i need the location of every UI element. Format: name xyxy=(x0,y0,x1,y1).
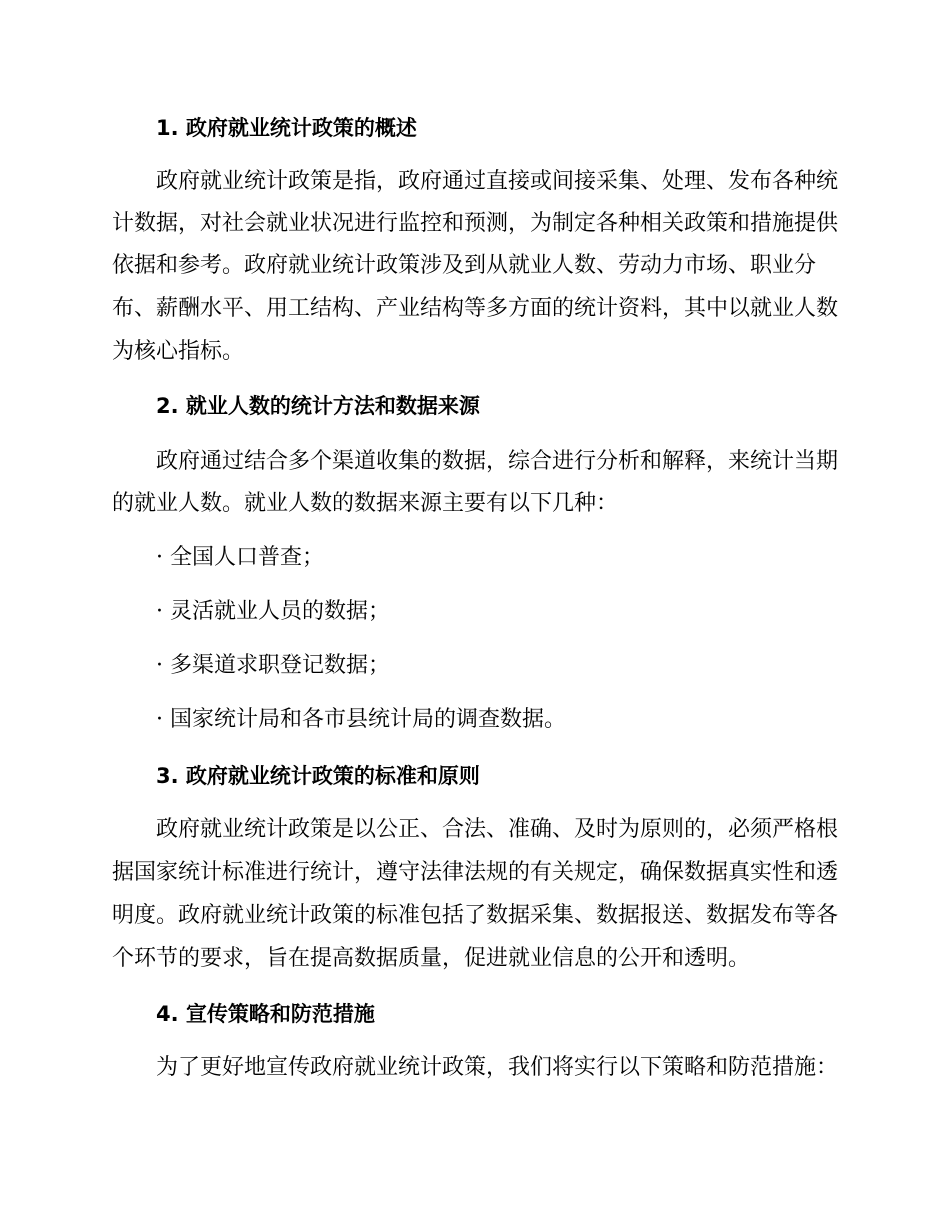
list-item: · 灵活就业人员的数据； xyxy=(156,599,390,624)
list-item: · 多渠道求职登记数据； xyxy=(156,653,390,678)
section-1-paragraph-line-5: 为核心指标。 xyxy=(112,339,245,364)
section-1-paragraph-line-4: 布、薪酬水平、用工结构、产业结构等多方面的统计资料，其中以就业人数 xyxy=(112,296,839,321)
section-3-paragraph-line-1: 政府就业统计政策是以公正、合法、准确、及时为原则的，必须严格根 xyxy=(156,817,839,842)
section-2-paragraph-line-1: 政府通过结合多个渠道收集的数据，综合进行分析和解释，来统计当期 xyxy=(156,449,839,474)
section-3-paragraph-line-3: 明度。政府就业统计政策的标准包括了数据采集、数据报送、数据发布等各 xyxy=(112,903,839,928)
section-4-heading: 4. 宣传策略和防范措施 xyxy=(156,1002,375,1026)
section-2-heading: 2. 就业人数的统计方法和数据来源 xyxy=(156,394,480,418)
section-2-paragraph-line-2: 的就业人数。就业人数的数据来源主要有以下几种： xyxy=(112,491,619,516)
section-1-paragraph-line-2: 计数据，对社会就业状况进行监控和预测，为制定各种相关政策和措施提供 xyxy=(112,211,839,236)
section-3-heading: 3. 政府就业统计政策的标准和原则 xyxy=(156,764,480,788)
section-1-paragraph-line-3: 依据和参考。政府就业统计政策涉及到从就业人数、劳动力市场、职业分 xyxy=(112,253,817,278)
section-4-paragraph-line-1: 为了更好地宣传政府就业统计政策，我们将实行以下策略和防范措施： xyxy=(156,1055,839,1080)
section-3-paragraph-line-4: 个环节的要求，旨在提高数据质量，促进就业信息的公开和透明。 xyxy=(112,946,751,971)
list-item: · 全国人口普查； xyxy=(156,545,324,570)
section-1-paragraph-line-1: 政府就业统计政策是指，政府通过直接或间接采集、处理、发布各种统 xyxy=(156,169,839,194)
list-item: · 国家统计局和各市县统计局的调查数据。 xyxy=(156,707,566,732)
section-3-paragraph-line-2: 据国家统计标准进行统计，遵守法律法规的有关规定，确保数据真实性和透 xyxy=(112,860,839,885)
section-1-heading: 1. 政府就业统计政策的概述 xyxy=(156,116,417,140)
